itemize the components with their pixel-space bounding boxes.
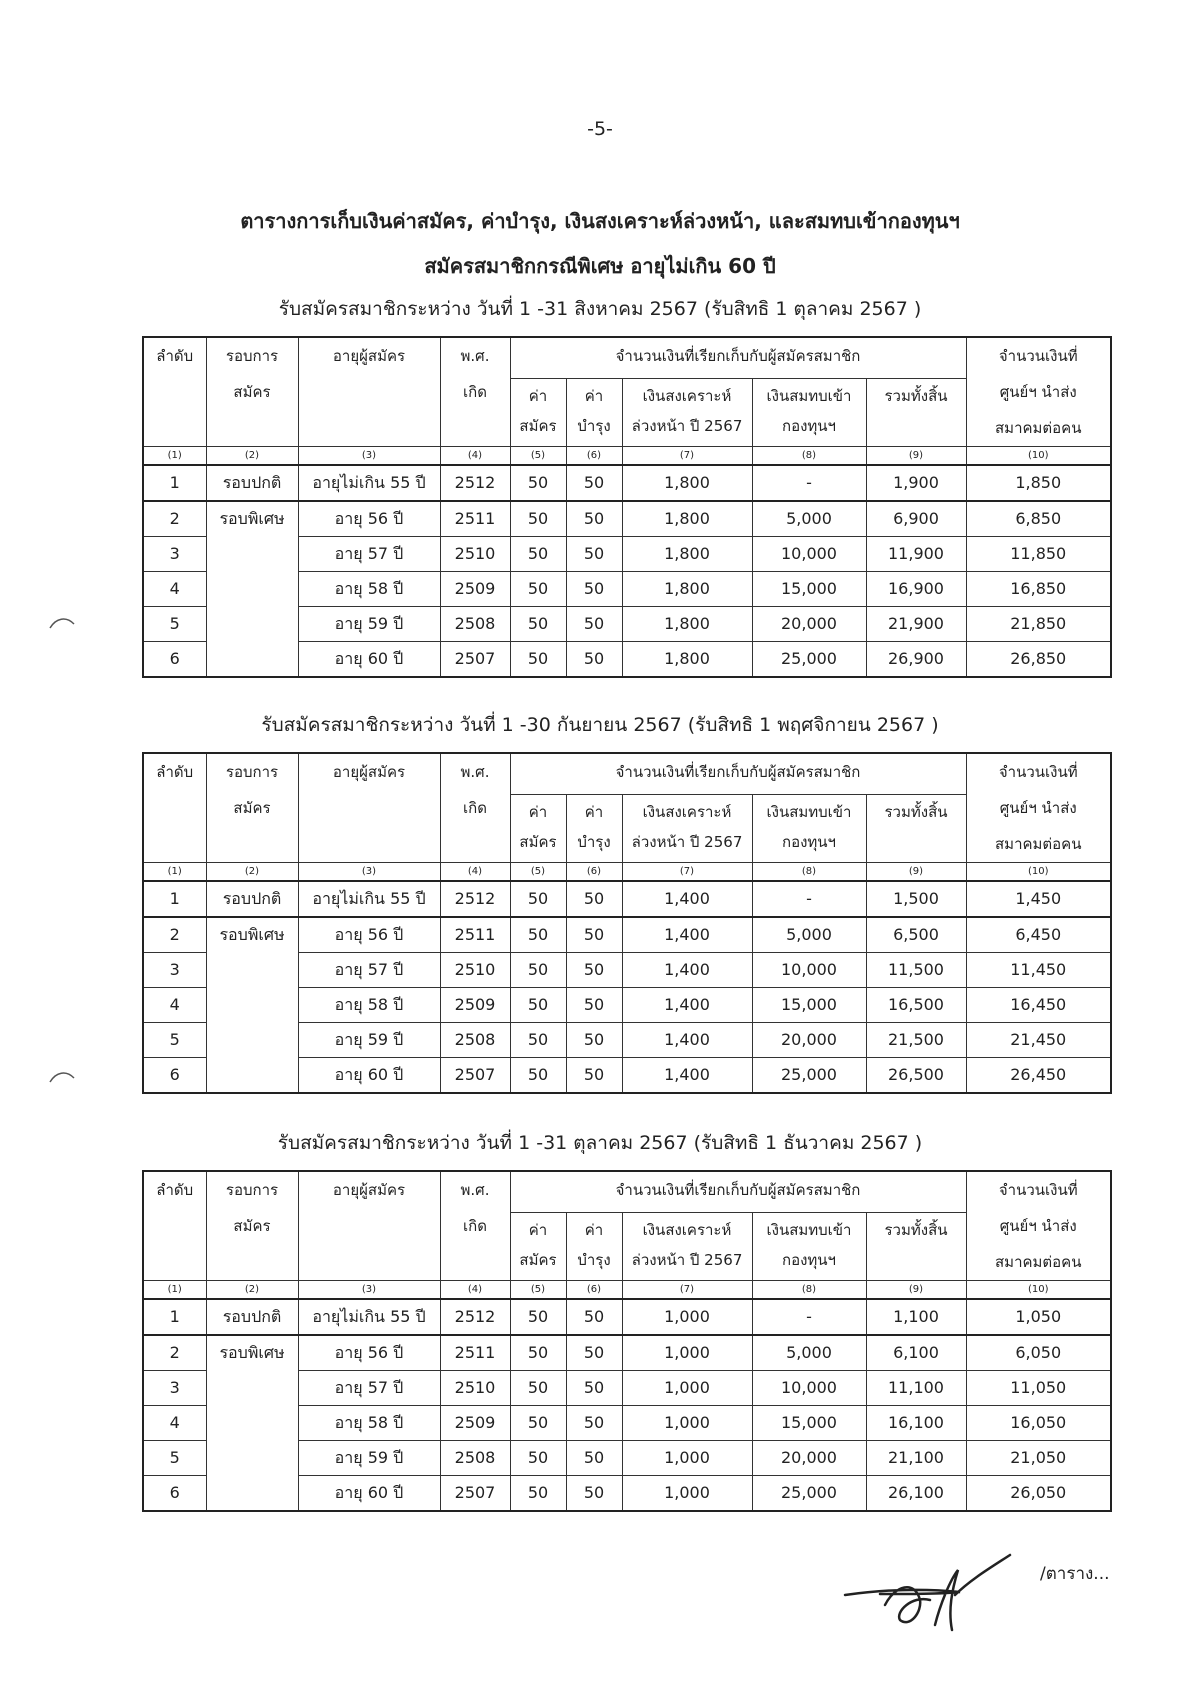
age-cell: อายุ 57 ปี <box>298 1371 440 1406</box>
age-cell: อายุ 56 ปี <box>298 917 440 953</box>
col-index: (2) <box>206 863 298 882</box>
fund-cell: 20,000 <box>752 1023 866 1058</box>
remit-cell: 21,050 <box>966 1441 1111 1476</box>
col-fund-header: เงินสมทบเข้า กองทุนฯ <box>752 379 866 447</box>
maintenance-fee-cell: 50 <box>566 537 622 572</box>
age-cell: อายุ 58 ปี <box>298 572 440 607</box>
col-collected-header: จำนวนเงินที่เรียกเก็บกับผู้สมัครสมาชิก <box>510 1171 966 1213</box>
welfare-cell: 1,800 <box>622 465 752 501</box>
fee-table-2 <box>142 752 1112 1094</box>
col-index: (6) <box>566 863 622 882</box>
remit-cell: 11,850 <box>966 537 1111 572</box>
age-cell: อายุ 59 ปี <box>298 607 440 642</box>
seq-cell: 1 <box>143 465 206 501</box>
round-cell: รอบปกติ <box>206 1299 298 1335</box>
col-registration-fee-header: ค่า สมัคร <box>510 379 566 447</box>
document-title: ตารางการเก็บเงินค่าสมัคร, ค่าบำรุง, เงินสงเคราะห์ล่วงหน้า, และสมทบเข้ากองทุนฯ <box>240 209 960 233</box>
col-index: (8) <box>752 447 866 466</box>
welfare-cell: 1,000 <box>622 1476 752 1512</box>
table-row <box>143 465 1111 501</box>
birth-year-cell: 2510 <box>440 1371 510 1406</box>
remit-cell: 16,850 <box>966 572 1111 607</box>
col-seq-header: ลำดับ <box>143 753 206 863</box>
col-index: (7) <box>622 447 752 466</box>
birth-year-cell: 2507 <box>440 642 510 678</box>
col-maintenance-fee-header: ค่า บำรุง <box>566 379 622 447</box>
round-cell: รอบพิเศษ <box>206 501 298 677</box>
maintenance-fee-cell: 50 <box>566 501 622 537</box>
remit-cell: 6,450 <box>966 917 1111 953</box>
birth-year-cell: 2509 <box>440 988 510 1023</box>
col-maintenance-fee-header: ค่า บำรุง <box>566 795 622 863</box>
scan-mark <box>48 612 78 632</box>
birth-year-cell: 2512 <box>440 465 510 501</box>
period-title-1: รับสมัครสมาชิกระหว่าง วันที่ 1 -31 สิงหาคม 2567 (รับสิทธิ 1 ตุลาคม 2567 ) <box>278 298 922 320</box>
registration-fee-cell: 50 <box>510 1476 566 1512</box>
col-age-header: อายุผู้สมัคร <box>298 1171 440 1281</box>
registration-fee-cell: 50 <box>510 465 566 501</box>
col-remit-header: จำนวนเงินที่ ศูนย์ฯ นำส่ง สมาคมต่อคน <box>966 753 1111 863</box>
welfare-cell: 1,400 <box>622 917 752 953</box>
col-round-header: รอบการ สมัคร <box>206 1171 298 1281</box>
fund-cell: 20,000 <box>752 1441 866 1476</box>
col-index: (7) <box>622 863 752 882</box>
remit-cell: 26,450 <box>966 1058 1111 1094</box>
remit-cell: 16,450 <box>966 988 1111 1023</box>
col-index: (3) <box>298 447 440 466</box>
col-index: (5) <box>510 863 566 882</box>
col-collected-header: จำนวนเงินที่เรียกเก็บกับผู้สมัครสมาชิก <box>510 753 966 795</box>
birth-year-cell: 2507 <box>440 1058 510 1094</box>
total-cell: 1,500 <box>866 881 966 917</box>
registration-fee-cell: 50 <box>510 917 566 953</box>
seq-cell: 5 <box>143 1023 206 1058</box>
col-index: (1) <box>143 447 206 466</box>
fund-cell: 15,000 <box>752 572 866 607</box>
col-index: (5) <box>510 447 566 466</box>
age-cell: อายุ 59 ปี <box>298 1441 440 1476</box>
total-cell: 1,100 <box>866 1299 966 1335</box>
total-cell: 6,500 <box>866 917 966 953</box>
col-round-header: รอบการ สมัคร <box>206 753 298 863</box>
col-total-header: รวมทั้งสิ้น <box>866 1213 966 1281</box>
age-cell: อายุ 57 ปี <box>298 537 440 572</box>
age-cell: อายุ 57 ปี <box>298 953 440 988</box>
total-cell: 21,500 <box>866 1023 966 1058</box>
registration-fee-cell: 50 <box>510 1058 566 1094</box>
total-cell: 16,500 <box>866 988 966 1023</box>
period-title-2: รับสมัครสมาชิกระหว่าง วันที่ 1 -30 กันยายน 2567 (รับสิทธิ 1 พฤศจิกายน 2567 ) <box>261 714 939 736</box>
age-cell: อายุ 60 ปี <box>298 1476 440 1512</box>
seq-cell: 3 <box>143 953 206 988</box>
welfare-cell: 1,800 <box>622 607 752 642</box>
birth-year-cell: 2508 <box>440 1441 510 1476</box>
seq-cell: 2 <box>143 917 206 953</box>
welfare-cell: 1,000 <box>622 1371 752 1406</box>
remit-cell: 6,850 <box>966 501 1111 537</box>
col-index: (4) <box>440 1281 510 1300</box>
col-index: (9) <box>866 863 966 882</box>
registration-fee-cell: 50 <box>510 953 566 988</box>
total-cell: 21,100 <box>866 1441 966 1476</box>
registration-fee-cell: 50 <box>510 1406 566 1441</box>
welfare-cell: 1,000 <box>622 1441 752 1476</box>
maintenance-fee-cell: 50 <box>566 642 622 678</box>
table-row <box>143 881 1111 917</box>
age-cell: อายุ 58 ปี <box>298 1406 440 1441</box>
col-birth-year-header: พ.ศ. เกิด <box>440 753 510 863</box>
age-cell: อายุ 56 ปี <box>298 501 440 537</box>
registration-fee-cell: 50 <box>510 1299 566 1335</box>
col-remit-header: จำนวนเงินที่ ศูนย์ฯ นำส่ง สมาคมต่อคน <box>966 337 1111 447</box>
fund-cell: - <box>752 1299 866 1335</box>
registration-fee-cell: 50 <box>510 988 566 1023</box>
age-cell: อายุ 56 ปี <box>298 1335 440 1371</box>
age-cell: อายุ 60 ปี <box>298 642 440 678</box>
maintenance-fee-cell: 50 <box>566 1299 622 1335</box>
document-subtitle: สมัครสมาชิกกรณีพิเศษ อายุไม่เกิน 60 ปี <box>424 254 776 278</box>
fund-cell: 5,000 <box>752 1335 866 1371</box>
fund-cell: 10,000 <box>752 1371 866 1406</box>
maintenance-fee-cell: 50 <box>566 1335 622 1371</box>
col-index: (8) <box>752 1281 866 1300</box>
age-cell: อายุไม่เกิน 55 ปี <box>298 881 440 917</box>
seq-cell: 4 <box>143 988 206 1023</box>
seq-cell: 2 <box>143 501 206 537</box>
round-cell: รอบพิเศษ <box>206 917 298 1093</box>
col-index: (3) <box>298 1281 440 1300</box>
seq-cell: 5 <box>143 1441 206 1476</box>
col-index: (8) <box>752 863 866 882</box>
col-registration-fee-header: ค่า สมัคร <box>510 795 566 863</box>
col-maintenance-fee-header: ค่า บำรุง <box>566 1213 622 1281</box>
maintenance-fee-cell: 50 <box>566 572 622 607</box>
birth-year-cell: 2511 <box>440 917 510 953</box>
age-cell: อายุ 58 ปี <box>298 988 440 1023</box>
remit-cell: 11,050 <box>966 1371 1111 1406</box>
fund-cell: 10,000 <box>752 953 866 988</box>
col-index: (2) <box>206 447 298 466</box>
remit-cell: 26,050 <box>966 1476 1111 1512</box>
remit-cell: 1,450 <box>966 881 1111 917</box>
remit-cell: 1,050 <box>966 1299 1111 1335</box>
remit-cell: 1,850 <box>966 465 1111 501</box>
fee-table-3 <box>142 1170 1112 1512</box>
col-index: (6) <box>566 1281 622 1300</box>
welfare-cell: 1,800 <box>622 537 752 572</box>
welfare-cell: 1,000 <box>622 1299 752 1335</box>
fund-cell: 10,000 <box>752 537 866 572</box>
seq-cell: 6 <box>143 642 206 678</box>
welfare-cell: 1,400 <box>622 1023 752 1058</box>
seq-cell: 5 <box>143 607 206 642</box>
seq-cell: 1 <box>143 1299 206 1335</box>
age-cell: อายุไม่เกิน 55 ปี <box>298 1299 440 1335</box>
scan-mark <box>48 1066 78 1086</box>
maintenance-fee-cell: 50 <box>566 465 622 501</box>
birth-year-cell: 2511 <box>440 501 510 537</box>
total-cell: 11,900 <box>866 537 966 572</box>
maintenance-fee-cell: 50 <box>566 607 622 642</box>
col-round-header: รอบการ สมัคร <box>206 337 298 447</box>
registration-fee-cell: 50 <box>510 572 566 607</box>
total-cell: 11,500 <box>866 953 966 988</box>
welfare-cell: 1,000 <box>622 1335 752 1371</box>
total-cell: 11,100 <box>866 1371 966 1406</box>
col-seq-header: ลำดับ <box>143 1171 206 1281</box>
welfare-cell: 1,400 <box>622 1058 752 1094</box>
col-index: (1) <box>143 1281 206 1300</box>
seq-cell: 4 <box>143 572 206 607</box>
registration-fee-cell: 50 <box>510 501 566 537</box>
age-cell: อายุไม่เกิน 55 ปี <box>298 465 440 501</box>
birth-year-cell: 2509 <box>440 572 510 607</box>
seq-cell: 3 <box>143 537 206 572</box>
signature-image <box>840 1550 1040 1640</box>
birth-year-cell: 2510 <box>440 537 510 572</box>
total-cell: 26,900 <box>866 642 966 678</box>
col-age-header: อายุผู้สมัคร <box>298 753 440 863</box>
maintenance-fee-cell: 50 <box>566 1371 622 1406</box>
seq-cell: 2 <box>143 1335 206 1371</box>
maintenance-fee-cell: 50 <box>566 988 622 1023</box>
seq-cell: 6 <box>143 1058 206 1094</box>
col-welfare-header: เงินสงเคราะห์ ล่วงหน้า ปี 2567 <box>622 1213 752 1281</box>
age-cell: อายุ 60 ปี <box>298 1058 440 1094</box>
col-seq-header: ลำดับ <box>143 337 206 447</box>
birth-year-cell: 2511 <box>440 1335 510 1371</box>
age-cell: อายุ 59 ปี <box>298 1023 440 1058</box>
maintenance-fee-cell: 50 <box>566 1476 622 1512</box>
table-row <box>143 1299 1111 1335</box>
birth-year-cell: 2509 <box>440 1406 510 1441</box>
col-index: (9) <box>866 1281 966 1300</box>
remit-cell: 21,450 <box>966 1023 1111 1058</box>
col-index: (9) <box>866 447 966 466</box>
round-cell: รอบปกติ <box>206 465 298 501</box>
col-index: (4) <box>440 447 510 466</box>
seq-cell: 6 <box>143 1476 206 1512</box>
fund-cell: 25,000 <box>752 1058 866 1094</box>
total-cell: 1,900 <box>866 465 966 501</box>
registration-fee-cell: 50 <box>510 642 566 678</box>
col-welfare-header: เงินสงเคราะห์ ล่วงหน้า ปี 2567 <box>622 379 752 447</box>
birth-year-cell: 2507 <box>440 1476 510 1512</box>
total-cell: 21,900 <box>866 607 966 642</box>
col-remit-header: จำนวนเงินที่ ศูนย์ฯ นำส่ง สมาคมต่อคน <box>966 1171 1111 1281</box>
seq-cell: 3 <box>143 1371 206 1406</box>
maintenance-fee-cell: 50 <box>566 1023 622 1058</box>
col-index: (3) <box>298 863 440 882</box>
fund-cell: - <box>752 881 866 917</box>
total-cell: 26,500 <box>866 1058 966 1094</box>
round-cell: รอบปกติ <box>206 881 298 917</box>
welfare-cell: 1,400 <box>622 953 752 988</box>
col-index: (10) <box>966 863 1111 882</box>
table-row <box>143 501 1111 537</box>
registration-fee-cell: 50 <box>510 1371 566 1406</box>
total-cell: 6,100 <box>866 1335 966 1371</box>
registration-fee-cell: 50 <box>510 881 566 917</box>
fund-cell: 15,000 <box>752 988 866 1023</box>
remit-cell: 11,450 <box>966 953 1111 988</box>
fund-cell: 20,000 <box>752 607 866 642</box>
table-row <box>143 917 1111 953</box>
seq-cell: 1 <box>143 881 206 917</box>
col-index: (1) <box>143 863 206 882</box>
registration-fee-cell: 50 <box>510 1441 566 1476</box>
fund-cell: 15,000 <box>752 1406 866 1441</box>
remit-cell: 16,050 <box>966 1406 1111 1441</box>
col-fund-header: เงินสมทบเข้า กองทุนฯ <box>752 795 866 863</box>
maintenance-fee-cell: 50 <box>566 1058 622 1094</box>
welfare-cell: 1,000 <box>622 1406 752 1441</box>
col-birth-year-header: พ.ศ. เกิด <box>440 1171 510 1281</box>
birth-year-cell: 2512 <box>440 1299 510 1335</box>
welfare-cell: 1,800 <box>622 572 752 607</box>
period-title-3: รับสมัครสมาชิกระหว่าง วันที่ 1 -31 ตุลาคม 2567 (รับสิทธิ 1 ธันวาคม 2567 ) <box>277 1132 923 1154</box>
registration-fee-cell: 50 <box>510 1023 566 1058</box>
col-birth-year-header: พ.ศ. เกิด <box>440 337 510 447</box>
welfare-cell: 1,400 <box>622 881 752 917</box>
fund-cell: 5,000 <box>752 917 866 953</box>
col-total-header: รวมทั้งสิ้น <box>866 795 966 863</box>
page-number: -5- <box>587 118 613 140</box>
remit-cell: 26,850 <box>966 642 1111 678</box>
welfare-cell: 1,400 <box>622 988 752 1023</box>
col-collected-header: จำนวนเงินที่เรียกเก็บกับผู้สมัครสมาชิก <box>510 337 966 379</box>
registration-fee-cell: 50 <box>510 1335 566 1371</box>
total-cell: 16,900 <box>866 572 966 607</box>
col-index: (4) <box>440 863 510 882</box>
remit-cell: 6,050 <box>966 1335 1111 1371</box>
birth-year-cell: 2508 <box>440 607 510 642</box>
seq-cell: 4 <box>143 1406 206 1441</box>
registration-fee-cell: 50 <box>510 537 566 572</box>
maintenance-fee-cell: 50 <box>566 953 622 988</box>
col-total-header: รวมทั้งสิ้น <box>866 379 966 447</box>
remit-cell: 21,850 <box>966 607 1111 642</box>
maintenance-fee-cell: 50 <box>566 1441 622 1476</box>
welfare-cell: 1,800 <box>622 642 752 678</box>
welfare-cell: 1,800 <box>622 501 752 537</box>
maintenance-fee-cell: 50 <box>566 881 622 917</box>
birth-year-cell: 2510 <box>440 953 510 988</box>
col-index: (10) <box>966 1281 1111 1300</box>
total-cell: 6,900 <box>866 501 966 537</box>
fund-cell: 5,000 <box>752 501 866 537</box>
maintenance-fee-cell: 50 <box>566 1406 622 1441</box>
col-age-header: อายุผู้สมัคร <box>298 337 440 447</box>
col-welfare-header: เงินสงเคราะห์ ล่วงหน้า ปี 2567 <box>622 795 752 863</box>
continued-label: /ตาราง... <box>1040 1564 1110 1584</box>
col-fund-header: เงินสมทบเข้า กองทุนฯ <box>752 1213 866 1281</box>
registration-fee-cell: 50 <box>510 607 566 642</box>
col-index: (10) <box>966 447 1111 466</box>
maintenance-fee-cell: 50 <box>566 917 622 953</box>
birth-year-cell: 2508 <box>440 1023 510 1058</box>
total-cell: 26,100 <box>866 1476 966 1512</box>
col-registration-fee-header: ค่า สมัคร <box>510 1213 566 1281</box>
birth-year-cell: 2512 <box>440 881 510 917</box>
table-row <box>143 1335 1111 1371</box>
fund-cell: 25,000 <box>752 1476 866 1512</box>
col-index: (5) <box>510 1281 566 1300</box>
total-cell: 16,100 <box>866 1406 966 1441</box>
fee-table-1 <box>142 336 1112 678</box>
fund-cell: 25,000 <box>752 642 866 678</box>
col-index: (6) <box>566 447 622 466</box>
col-index: (2) <box>206 1281 298 1300</box>
fund-cell: - <box>752 465 866 501</box>
col-index: (7) <box>622 1281 752 1300</box>
round-cell: รอบพิเศษ <box>206 1335 298 1511</box>
